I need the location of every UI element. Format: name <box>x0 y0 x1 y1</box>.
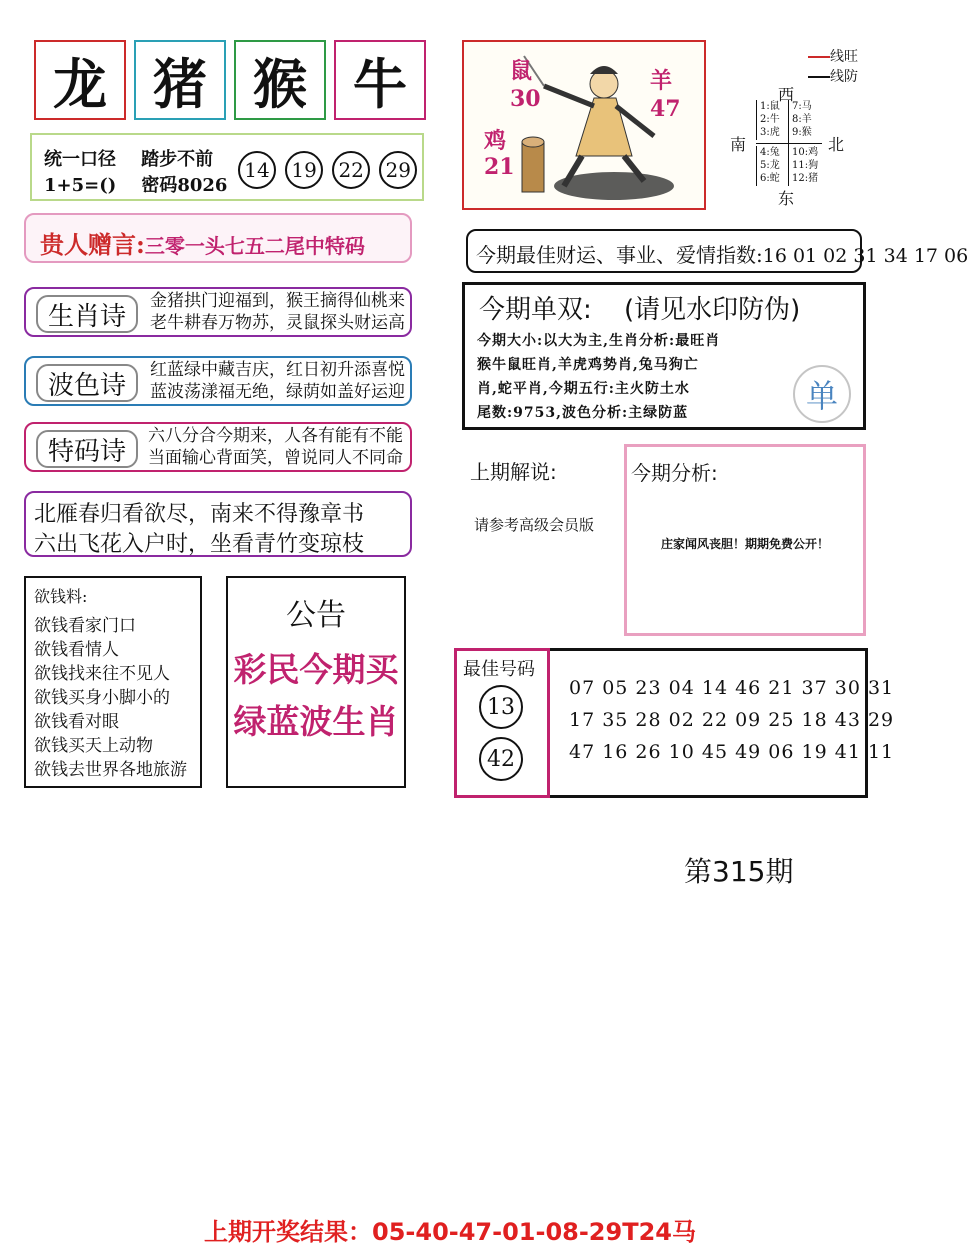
fortune-numbers: 16 01 02 31 34 17 06 <box>762 245 968 267</box>
zodiac-box-3: 猴 <box>234 40 326 120</box>
best-numbers-box <box>454 648 895 798</box>
notice-title: 公告 <box>286 598 346 633</box>
money-clue: 欲钱看情人 <box>34 640 119 660</box>
verse-line-1: 北雁春归看欲尽，南来不得豫章书 <box>34 502 365 527</box>
grid-cell: 11:狗 <box>792 160 819 171</box>
grid-cell: 1:鼠 <box>760 101 780 112</box>
money-clue: 欲钱看家门口 <box>34 616 136 636</box>
money-clue: 欲钱买身小脚小的 <box>34 688 170 708</box>
compass-west: 西 <box>778 85 795 104</box>
best-numbers-row: 47 16 26 10 45 49 06 19 41 11 <box>569 741 895 763</box>
slogan-text-1: 统一口径 <box>44 149 116 170</box>
slogan-code: 密码8026 <box>141 175 228 196</box>
slogan-equation: 1+5=() <box>44 175 117 196</box>
money-clue: 欲钱去世界各地旅游 <box>34 760 187 780</box>
grid-cell: 12:猪 <box>792 173 819 184</box>
slogan-text-2: 踏步不前 <box>141 149 214 170</box>
odd-even-line: 猴牛鼠旺肖,羊虎鸡势肖,兔马狗亡 <box>477 357 699 373</box>
grid-cell: 5:龙 <box>760 160 780 171</box>
poem-tag: 生肖诗 <box>36 295 138 333</box>
poem-line: 金猪拱门迎福到，猴王摘得仙桃来 <box>150 291 405 311</box>
grid-cell: 7:马 <box>792 101 812 112</box>
noble-words-box <box>24 213 412 263</box>
legend-1: 线旺 <box>830 49 858 65</box>
best-numbers-title: 最佳号码 <box>463 659 535 680</box>
rat-label: 鼠 <box>510 58 533 84</box>
poem-line: 老牛耕春万物苏，灵鼠探头财运高 <box>150 313 405 333</box>
zodiac-box-4: 牛 <box>334 40 426 120</box>
compass-east: 东 <box>778 189 795 208</box>
sheep-label: 羊 <box>650 68 673 94</box>
last-result: 上期开奖结果：05-40-47-01-08-29T24马 <box>204 1218 696 1246</box>
poem-box-special <box>24 422 412 472</box>
number-circle: 22 <box>332 151 370 189</box>
issue-number: 第315期 <box>684 855 794 888</box>
analysis-text: 庄家闻风丧胆！期期免费公开！ <box>660 537 829 551</box>
compass-north: 北 <box>828 135 845 154</box>
money-clue: 欲钱看对眼 <box>34 712 119 732</box>
last-period-title: 上期解说: <box>470 460 557 484</box>
odd-even-box <box>462 282 866 430</box>
compass-grid <box>752 100 828 186</box>
verse-box <box>24 491 412 557</box>
best-numbers-row: 07 05 23 04 14 46 21 37 30 31 <box>569 677 895 699</box>
poem-box-color <box>24 356 412 406</box>
compass-legend <box>808 46 888 86</box>
fortune-label: 今期最佳财运、事业、爱情指数: <box>476 243 763 267</box>
poem-line: 六八分合今期来，人各有能有不能 <box>148 426 403 446</box>
poem-tag: 波色诗 <box>36 364 138 402</box>
legend-line-red-icon <box>808 56 830 58</box>
notice-line-1: 彩民今期买 <box>233 650 399 689</box>
slogan-numbers <box>238 151 421 189</box>
compass-south: 南 <box>730 135 747 154</box>
poem-line: 蓝波荡漾福无绝，绿荫如盖好运迎 <box>150 382 405 402</box>
analysis-title: 今期分析: <box>631 461 718 485</box>
grid-cell: 2:牛 <box>760 114 780 125</box>
slogan-box <box>30 133 424 201</box>
rooster-number: 21 <box>484 154 515 180</box>
best-numbers-row: 17 35 28 02 22 09 25 18 43 29 <box>569 709 895 731</box>
poem-line: 红蓝绿中藏吉庆，红日初升添喜悦 <box>150 360 405 380</box>
money-clue: 欲钱找来往不见人 <box>34 664 170 684</box>
grid-cell: 9:猴 <box>792 127 812 138</box>
analysis-box <box>624 444 866 636</box>
zodiac-box-2: 猪 <box>134 40 226 120</box>
money-clues-box <box>24 576 202 788</box>
number-circle: 19 <box>285 151 323 189</box>
legend-line-dark-icon <box>808 76 830 78</box>
grid-cell: 4:兔 <box>760 147 780 158</box>
noble-words-text: 三零一头七五二尾中特码 <box>144 234 365 258</box>
last-period-note: 请参考高级会员版 <box>474 516 595 534</box>
poem-box-zodiac <box>24 287 412 337</box>
odd-even-title: 今期单双: <box>479 295 592 325</box>
odd-even-line: 肖,蛇平肖,今期五行:主火防土水 <box>477 381 690 397</box>
rat-number: 30 <box>510 86 541 112</box>
odd-even-line: 今期大小:以大为主,生肖分析:最旺肖 <box>477 333 721 349</box>
poem-tag: 特码诗 <box>36 430 138 468</box>
money-clues-title: 欲钱料: <box>34 587 88 606</box>
money-clue: 欲钱买天上动物 <box>34 736 153 756</box>
picture-box <box>462 40 706 210</box>
sheep-number: 47 <box>650 96 681 122</box>
notice-box <box>226 576 406 788</box>
grid-cell: 3:虎 <box>760 127 780 138</box>
pick-circle: 13 <box>479 685 523 729</box>
poem-line: 当面输心背面笑，曾说同人不同命 <box>148 448 403 468</box>
grid-cell: 6:蛇 <box>760 173 780 184</box>
number-circle: 14 <box>238 151 276 189</box>
noble-words-label: 贵人赠言: <box>40 230 145 259</box>
legend-2: 线防 <box>830 69 858 85</box>
notice-line-2: 绿蓝波生肖 <box>233 702 399 741</box>
rooster-label: 鸡 <box>484 128 507 154</box>
verse-line-2: 六出飞花入户时，坐看青竹变琼枝 <box>34 532 365 557</box>
watermark-stamp: 单 <box>793 365 851 423</box>
zodiac-box-1: 龙 <box>34 40 126 120</box>
grid-cell: 10:鸡 <box>792 147 819 158</box>
odd-even-line: 尾数:9753,波色分析:主绿防蓝 <box>477 405 689 421</box>
odd-even-subtitle: (请见水印防伪) <box>624 295 801 325</box>
number-circle: 29 <box>379 151 417 189</box>
grid-cell: 8:羊 <box>792 114 812 125</box>
pick-circle: 42 <box>479 737 523 781</box>
fortune-box <box>466 229 968 273</box>
